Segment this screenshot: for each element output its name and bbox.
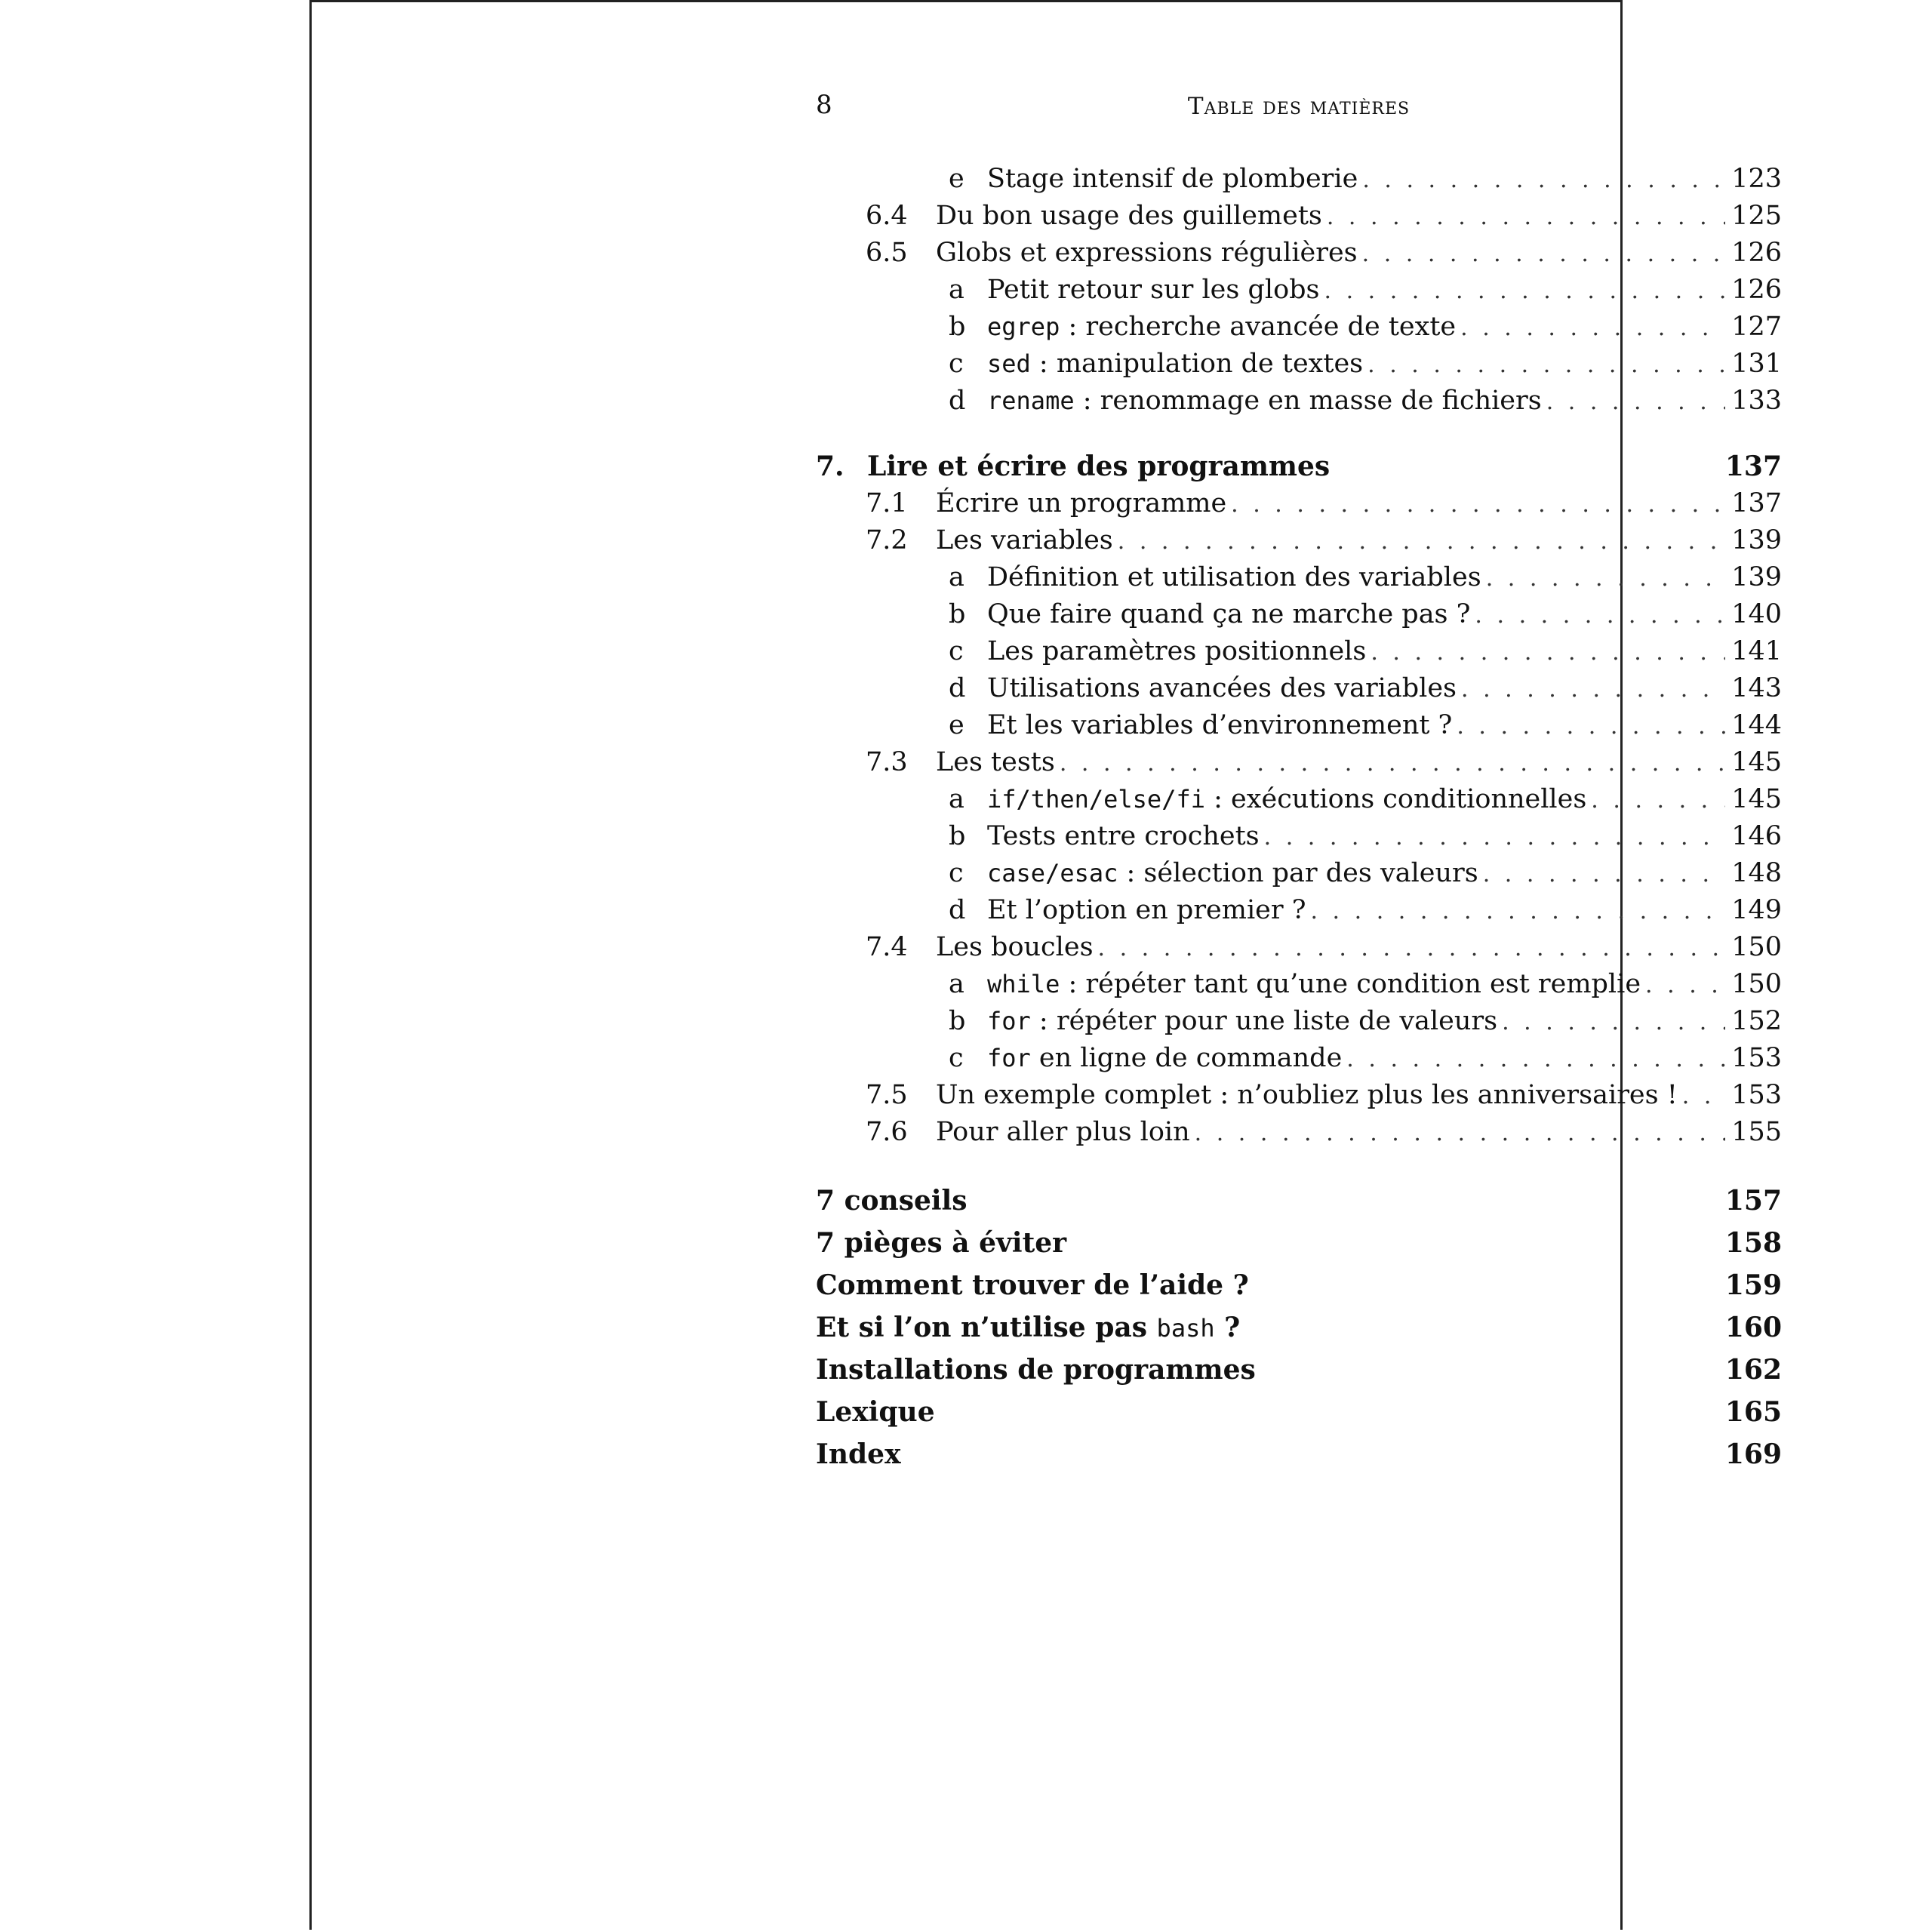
entry-title: if/then/else/fi : exécutions conditionnelles <box>987 784 1587 814</box>
toc-entry <box>816 485 1782 522</box>
entry-title: Définition et utilisation des variables <box>987 562 1481 592</box>
leader-dots <box>1310 893 1725 930</box>
backmatter-title: Lexique <box>816 1396 935 1428</box>
leader-dots <box>1060 745 1725 782</box>
entry-number: 7.2 <box>866 525 908 555</box>
toc-entry <box>816 670 1782 707</box>
entry-title: Les paramètres positionnels <box>987 636 1367 666</box>
leader-dots <box>1362 162 1725 198</box>
leader-dots <box>1362 235 1726 272</box>
leader-dots <box>1591 782 1725 819</box>
entry-title: egrep : recherche avancée de texte <box>987 312 1457 342</box>
entry-code: for <box>987 1007 1031 1035</box>
entry-number: a <box>949 562 964 592</box>
entry-page: 125 <box>1731 201 1782 231</box>
backmatter-title: 7 pièges à éviter <box>816 1227 1067 1259</box>
toc-section-7 <box>816 485 1782 1151</box>
toc-entry <box>816 559 1782 596</box>
chapter-number: 7. <box>816 451 844 482</box>
toc-entry <box>816 1040 1782 1077</box>
entry-page: 133 <box>1731 386 1782 416</box>
chapter-title: Lire et écrire des programmes <box>867 451 1331 482</box>
backmatter-entry <box>816 1222 1782 1264</box>
toc-content <box>816 84 1782 1475</box>
toc-entry <box>816 855 1782 892</box>
entry-number: c <box>949 1043 964 1073</box>
leader-dots <box>1118 523 1725 560</box>
toc-entry <box>816 161 1782 198</box>
backmatter-entry <box>816 1349 1782 1391</box>
entry-title: Utilisations avancées des variables <box>987 673 1457 703</box>
entry-number: b <box>949 1006 966 1036</box>
entry-page: 127 <box>1731 312 1782 342</box>
entry-title: Petit retour sur les globs <box>987 275 1320 305</box>
entry-page: 144 <box>1731 710 1782 740</box>
toc-section-6-continued <box>816 161 1782 420</box>
leader-dots <box>1098 930 1726 967</box>
backmatter-page: 158 <box>1724 1227 1782 1259</box>
entry-title: sed : manipulation de textes <box>987 349 1364 379</box>
leader-dots <box>1371 634 1725 671</box>
leader-dots <box>1367 346 1725 383</box>
leader-dots <box>1231 486 1725 523</box>
backmatter-page: 165 <box>1724 1396 1782 1428</box>
entry-number: c <box>949 636 964 666</box>
entry-page: 146 <box>1731 821 1782 851</box>
leader-dots <box>1457 708 1725 745</box>
backmatter-entry <box>816 1180 1782 1222</box>
entry-number: e <box>949 710 964 740</box>
backmatter-title: Index <box>816 1438 901 1470</box>
entry-number: c <box>949 349 964 379</box>
entry-code: if/then/else/fi <box>987 785 1205 814</box>
entry-number: 7.5 <box>866 1080 908 1110</box>
toc-entry <box>816 929 1782 966</box>
entry-number: 7.6 <box>866 1117 908 1147</box>
toc-entry <box>816 1077 1782 1114</box>
running-title: Table des matières <box>1187 93 1411 120</box>
backmatter-title: Et si l’on n’utilise pas bash ? <box>816 1312 1241 1343</box>
entry-number: d <box>949 673 966 703</box>
toc-entry <box>816 818 1782 855</box>
toc-entry <box>816 272 1782 309</box>
entry-page: 150 <box>1731 932 1782 962</box>
entry-title: Un exemple complet : n’oubliez plus les anniversaires ! <box>936 1080 1678 1110</box>
leader-dots <box>1475 597 1725 634</box>
entry-number: a <box>949 275 964 305</box>
entry-title: Les boucles <box>936 932 1094 962</box>
toc-entry <box>816 596 1782 633</box>
entry-number: e <box>949 164 964 194</box>
page-number: 8 <box>816 90 832 120</box>
entry-title: Écrire un programme <box>936 488 1227 518</box>
leader-dots <box>1324 272 1726 309</box>
entry-page: 150 <box>1731 969 1782 999</box>
backmatter-page: 159 <box>1724 1269 1782 1301</box>
entry-title: Du bon usage des guillemets <box>936 201 1322 231</box>
entry-page: 131 <box>1731 349 1782 379</box>
leader-dots <box>1461 671 1725 708</box>
backmatter-page: 169 <box>1724 1438 1782 1470</box>
entry-number: b <box>949 312 966 342</box>
toc-entry <box>816 1114 1782 1151</box>
entry-title: case/esac : sélection par des valeurs <box>987 858 1478 888</box>
toc-entry <box>816 966 1782 1003</box>
leader-dots <box>1264 819 1726 856</box>
leader-dots <box>1195 1115 1726 1152</box>
toc-entry <box>816 781 1782 818</box>
book-page <box>309 0 1782 1930</box>
backmatter-page: 160 <box>1724 1312 1782 1343</box>
entry-number: 7.3 <box>866 747 908 777</box>
entry-code: for <box>987 1044 1031 1072</box>
entry-page: 140 <box>1731 599 1782 629</box>
entry-title: Que faire quand ça ne marche pas ? <box>987 599 1471 629</box>
backmatter-title: Installations de programmes <box>816 1354 1256 1386</box>
toc-entry <box>816 198 1782 235</box>
entry-code: case/esac <box>987 859 1118 888</box>
entry-number: 6.4 <box>866 201 908 231</box>
entry-title: Les variables <box>936 525 1113 555</box>
entry-title: Stage intensif de plomberie <box>987 164 1358 194</box>
page-header <box>816 84 1782 132</box>
entry-page: 148 <box>1731 858 1782 888</box>
entry-page: 149 <box>1731 895 1782 925</box>
toc-backmatter <box>816 1180 1782 1475</box>
toc-entry <box>816 522 1782 559</box>
leader-dots <box>1327 198 1725 235</box>
toc-entry <box>816 235 1782 272</box>
entry-number: 7.4 <box>866 932 908 962</box>
leader-dots <box>1502 1004 1725 1041</box>
toc-entry <box>816 1003 1782 1040</box>
entry-title: for : répéter pour une liste de valeurs <box>987 1006 1498 1036</box>
backmatter-title: 7 conseils <box>816 1185 968 1217</box>
backmatter-page: 162 <box>1724 1354 1782 1386</box>
entry-page: 139 <box>1731 525 1782 555</box>
entry-page: 145 <box>1731 747 1782 777</box>
entry-number: b <box>949 821 966 851</box>
entry-page: 152 <box>1731 1006 1782 1036</box>
backmatter-entry <box>816 1306 1782 1349</box>
toc-entry <box>816 309 1782 346</box>
entry-page: 155 <box>1731 1117 1782 1147</box>
entry-code: while <box>987 970 1060 998</box>
entry-page: 137 <box>1731 488 1782 518</box>
entry-number: 6.5 <box>866 238 908 268</box>
entry-number: a <box>949 969 964 999</box>
backmatter-entry <box>816 1433 1782 1475</box>
entry-page: 153 <box>1731 1043 1782 1073</box>
backmatter-entry <box>816 1264 1782 1306</box>
toc-entry <box>816 707 1782 744</box>
entry-title: Et les variables d’environnement ? <box>987 710 1453 740</box>
entry-page: 139 <box>1731 562 1782 592</box>
entry-page: 143 <box>1731 673 1782 703</box>
backmatter-title: Comment trouver de l’aide ? <box>816 1269 1249 1301</box>
entry-code: bash <box>1156 1314 1215 1343</box>
toc-entry <box>816 892 1782 929</box>
entry-title: Et l’option en premier ? <box>987 895 1306 925</box>
toc-entry <box>816 346 1782 383</box>
entry-number: 7.1 <box>866 488 908 518</box>
leader-dots <box>1460 309 1725 346</box>
entry-page: 145 <box>1731 784 1782 814</box>
entry-title: Tests entre crochets <box>987 821 1260 851</box>
toc-entry <box>816 744 1782 781</box>
entry-title: for en ligne de commande <box>987 1043 1343 1073</box>
entry-page: 153 <box>1731 1080 1782 1110</box>
entry-code: sed <box>987 349 1031 378</box>
leader-dots <box>1546 383 1725 420</box>
entry-number: d <box>949 895 966 925</box>
toc-entry <box>816 633 1782 670</box>
entry-title: Pour aller plus loin <box>936 1117 1190 1147</box>
leader-dots <box>1346 1041 1725 1078</box>
entry-title: while : répéter tant qu’une condition est remplie <box>987 969 1641 999</box>
entry-code: rename <box>987 386 1075 415</box>
leader-dots <box>1645 967 1725 1004</box>
entry-page: 123 <box>1731 164 1782 194</box>
entry-page: 126 <box>1731 238 1782 268</box>
backmatter-page: 157 <box>1724 1185 1782 1217</box>
toc-entry <box>816 383 1782 420</box>
entry-code: egrep <box>987 312 1060 341</box>
chapter-page: 137 <box>1724 451 1782 482</box>
entry-title: rename : renommage en masse de fichiers <box>987 386 1542 416</box>
entry-number: d <box>949 386 966 416</box>
leader-dots <box>1486 560 1726 597</box>
leader-dots <box>1483 856 1725 893</box>
entry-page: 126 <box>1731 275 1782 305</box>
leader-dots <box>1682 1078 1725 1115</box>
entry-title: Globs et expressions régulières <box>936 238 1358 268</box>
chapter-heading <box>816 448 1782 485</box>
entry-title: Les tests <box>936 747 1055 777</box>
entry-page: 141 <box>1731 636 1782 666</box>
entry-number: a <box>949 784 964 814</box>
entry-number: c <box>949 858 964 888</box>
entry-number: b <box>949 599 966 629</box>
backmatter-entry <box>816 1391 1782 1433</box>
